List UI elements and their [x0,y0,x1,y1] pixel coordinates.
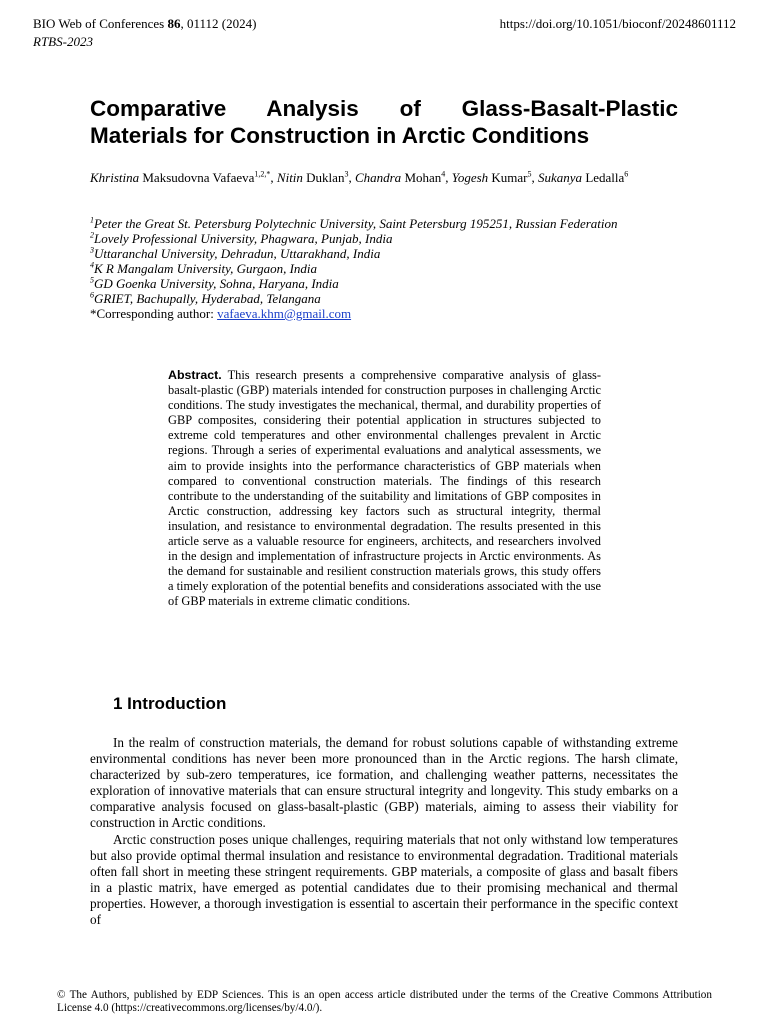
affiliation-text: GD Goenka University, Sohna, Haryana, India [94,276,339,291]
affiliation-list [90,216,690,321]
author [90,170,277,185]
section-heading: 1 Introduction [113,694,227,713]
author-separator: , [270,170,277,185]
affiliation-number: 2 [90,230,94,240]
author-affiliation-marker: 5 [527,169,532,179]
affiliation [90,246,690,261]
author-surname: Ledalla [582,170,625,185]
section-body [90,735,678,928]
affiliation [90,231,690,246]
affiliation [90,216,690,231]
affiliation-number: 5 [90,275,94,285]
affiliation-text: K R Mangalam University, Gurgaon, India [94,261,318,276]
author-given-name: Chandra [354,170,402,185]
conference-name: RTBS-2023 [33,34,93,49]
author-separator: , [348,170,355,185]
author-given-name: Yogesh [451,170,489,185]
body-paragraph: Arctic construction poses unique challenges, requiring materials that not only withstand low temperatures but also provide optimal thermal insulation and resistance to environmental degradation. Traditional materials often fall short in meeting these stringent requirements. GBP materials, a composite of glass and basalt fibers in a plastic matrix, have emerged as potential candidates due to their promising mechanical and thermal properties. However, a thorough investigation is essential to ascertain their performance in the specific context of [90,831,678,928]
author-given-name: Sukanya [538,170,583,185]
affiliation-text: Lovely Professional University, Phagwara, Punjab, India [94,231,393,246]
author [538,170,628,185]
author-affiliation-marker: 4 [441,169,446,179]
license-footer: © The Authors, published by EDP Sciences. This is an open access article distributed under the terms of the Creative Commons Attribution License 4.0 (https://creativecommons.org/licenses/by/4.0/). [57,989,712,1014]
corresponding-author [90,306,690,321]
journal-volume: 86 [167,16,181,31]
corresponding-label: *Corresponding author: [90,306,218,321]
author-separator: , [531,170,539,185]
abstract [168,368,601,610]
author-affiliation-marker: 3 [344,169,349,179]
journal-name: BIO Web of Conferences [33,16,165,31]
paper-title: Comparative Analysis of Glass-Basalt-Plastic Materials for Construction in Arctic Conditions [90,96,678,148]
author-affiliation-marker: 6 [624,169,629,179]
abstract-label: Abstract. [168,368,222,382]
article-info: , 01112 (2024) [180,16,257,31]
author-surname: Mohan [401,170,442,185]
doi-link[interactable]: https://doi.org/10.1051/bioconf/20248601112 [499,16,736,31]
affiliation [90,276,690,291]
affiliation [90,291,690,306]
author-surname: Kumar [488,170,528,185]
author-separator: , [445,170,452,185]
abstract-text: This research presents a comprehensive comparative analysis of glass-basalt-plastic (GBP) materials intended for construction purposes in challenging Arctic conditions. The study investigates the mechanical, thermal, and durability properties of GBP composites, considering their potential application in structures subjected to extreme cold temperatures and other environmental challenges prevalent in Arctic regions. Through a series of experimental evaluations and analytical assessments, we aim to provide insights into the performance characteristics of GBP materials when compared to conventional construction materials. The findings of this research contribute to the understanding of the suitability and limitations of GBP composites in Arctic construction, addressing key factors such as structural integrity, thermal insulation, and resistance to environmental degradation. The results presented in this article serve as a valuable resource for engineers, architects, and researchers involved in the design and implementation of infrastructure projects in Arctic environments. As the demand for sustainable and resilient construction materials grows, this study offers a timely exploration of the potential benefits and considerations associated with the use of GBP materials in extreme climatic conditions. [168,368,601,609]
corresponding-email-link[interactable]: vafaeva.khm@gmail.com [217,306,352,321]
author-surname: Maksudovna Vafaeva [139,170,255,185]
author [452,170,538,185]
affiliation [90,261,690,276]
journal-citation [33,16,256,32]
affiliation-text: GRIET, Bachupally, Hyderabad, Telangana [94,291,321,306]
affiliation-text: Uttaranchal University, Dehradun, Uttarakhand, India [94,246,381,261]
affiliation-number: 1 [90,215,94,225]
author-given-name: Khristina [90,170,140,185]
affiliation-number: 3 [90,245,94,255]
author-affiliation-marker: 1,2,* [254,169,271,179]
affiliation-text: Peter the Great St. Petersburg Polytechnic University, Saint Petersburg 195251, Russian Federation [94,216,618,231]
affiliation-number: 6 [90,290,94,300]
author [355,170,452,185]
author-list [90,170,678,186]
author-given-name: Nitin [276,170,303,185]
author-surname: Duklan [302,170,345,185]
body-paragraph: In the realm of construction materials, the demand for robust solutions capable of withstanding extreme environmental conditions has never been more pronounced than in the Arctic regions. The harsh climate, characterized by sub-zero temperatures, ice formation, and challenging weather patterns, necessitates the exploration of innovative materials that can ensure structural integrity and longevity. This study embarks on a comparative analysis focused on glass-basalt-plastic (GBP) materials, aiming to assess their viability for construction in Arctic conditions. [90,735,678,831]
author [277,170,355,185]
affiliation-number: 4 [90,260,94,270]
